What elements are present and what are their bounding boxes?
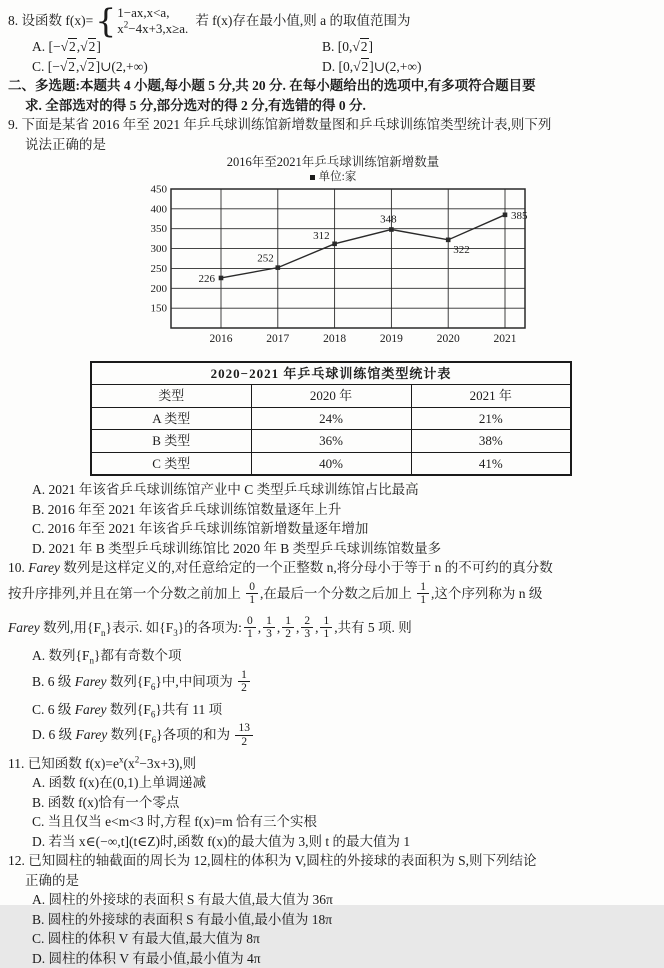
q10-options xyxy=(8,646,658,754)
q8-option-a: A. [−√2,√2] xyxy=(32,39,101,54)
legend-square-icon xyxy=(310,175,315,180)
q12-option-c: C. 圆柱的体积 V 有最大值,最大值为 8π xyxy=(32,931,260,947)
q11-option-b: B. 函数 f(x)恰有一个零点 xyxy=(32,794,180,810)
q10-line-3: Farey 数列,用$\{F_n\}$表示. 如$\{F_3\}$的各项为: $\frac{0}{1}$ , $\frac{1}{3}$ , $\frac{1}{2}$ , $\frac{2}{3}$ , $\frac{1}{1}$ ,共有 5 项. 则 xyxy=(8,614,412,641)
cell-b-2020: 36% xyxy=(251,430,411,453)
table-row xyxy=(91,430,571,453)
cell-c-2021: 41% xyxy=(411,452,571,475)
q8-options xyxy=(8,37,658,76)
section-2-line-1: 二、多选题:本题共 4 小题,每小题 5 分,共 20 分. 在每小题给出的选项中,有多项符合题目要 xyxy=(8,78,536,93)
q8-option-d: D. [0,√2]∪(2,+∞) xyxy=(322,58,422,74)
col-header-type: 类型 xyxy=(91,385,251,408)
q12-option-a: A. 圆柱的外接球的表面积 S 有最大值,最大值为 36π xyxy=(32,892,333,908)
q11-intro: 11. 已知函数 $f(x)=e^x(x^2-3x+3)$,则 xyxy=(8,754,197,771)
brace-symbol: { xyxy=(95,0,117,40)
q10-option-b: B. 6 级 Farey 数列$\{F_6\}$中,中间项为 $\frac{1}{2}$ xyxy=(32,666,658,700)
cell-type-b: B 类型 xyxy=(91,430,251,453)
cell-c-2020: 40% xyxy=(251,452,411,475)
question-12 xyxy=(8,851,658,968)
svg-text:450: 450 xyxy=(150,183,167,196)
stats-table xyxy=(90,361,572,477)
svg-text:400: 400 xyxy=(150,203,167,216)
svg-text:250: 250 xyxy=(150,262,167,275)
q11-option-c: C. 当且仅当 e<m<3 时,方程 f(x)=m 恰有三个实根 xyxy=(32,814,317,830)
svg-text:2016: 2016 xyxy=(209,333,233,345)
q8-option-c: C. [−√2,√2]∪(2,+∞) xyxy=(32,58,148,74)
q9-option-b: B. 2016 年至 2021 年该省乒乓球训练馆数量逐年上升 xyxy=(32,501,342,517)
cell-a-2021: 21% xyxy=(411,407,571,430)
col-header-2020: 2020 年 xyxy=(251,385,411,408)
svg-text:322: 322 xyxy=(453,243,470,256)
q8-case-2: $x^2-4x+3,x\ge a$. xyxy=(117,19,189,36)
q10-line-1: 10. Farey 数列是这样定义的,对任意给定的一个正整数 n,将分母小于等于 n 的不可约的真分数 xyxy=(8,560,553,575)
q11-option-a: A. 函数 f(x)在(0,1)上单调递减 xyxy=(32,775,206,791)
svg-text:2020: 2020 xyxy=(436,333,460,345)
svg-text:2017: 2017 xyxy=(266,333,290,345)
q10-option-a: A. 数列$\{F_n\}$都有奇数个项 xyxy=(32,648,182,666)
table-row xyxy=(91,407,571,430)
chart-title: 2016年至2021年乒乓球训练馆新增数量 xyxy=(226,155,440,169)
q9-stem-line-2: 说法正确的是 xyxy=(25,136,106,152)
q12-option-d: D. 圆柱的体积 V 有最小值,最小值为 4π xyxy=(32,950,261,966)
cell-a-2020: 24% xyxy=(251,407,411,430)
line-chart xyxy=(137,184,529,350)
table-title: 2020−2021 年乒乓球训练馆类型统计表 xyxy=(91,362,571,385)
q10-option-d: D. 6 级 Farey 数列$\{F_6\}$各项的和为 $\frac{13}{2}$ xyxy=(32,719,658,753)
question-10 xyxy=(8,558,658,754)
question-11 xyxy=(8,754,658,852)
q8-piecewise-cases xyxy=(117,5,188,36)
q10-option-c: C. 6 级 Farey 数列$\{F_6\}$共有 11 项 xyxy=(32,701,223,720)
q10-line-2: 按升序排列,并且在第一个分数之前加上 $\frac{0}{1}$ ,在最后一个分数之后加上 $\frac{1}{1}$ ,这个序列称为 n 级 xyxy=(8,580,543,607)
table-title-row xyxy=(91,362,571,385)
question-9 xyxy=(8,115,658,558)
q9-option-a: A. 2021 年该省乒乓球训练馆产业中 C 类型乒乓球训练馆占比最高 xyxy=(32,482,419,497)
q11-options xyxy=(8,773,658,851)
q12-line-2: 正确的是 xyxy=(25,872,79,888)
svg-text:350: 350 xyxy=(150,223,167,236)
q9-option-d: D. 2021 年 B 类型乒乓球训练馆比 2020 年 B 类型乒乓球训练馆数量多 xyxy=(32,540,442,556)
q8-case-1: 1−ax,x<a, xyxy=(117,5,170,20)
q9-options xyxy=(8,480,658,558)
table-header-row xyxy=(91,385,571,408)
q12-line-1: 12. 已知圆柱的轴截面的周长为 12,圆柱的体积为 V,圆柱的外接球的表面积为 S,则下列结论 xyxy=(8,853,537,869)
cell-b-2021: 38% xyxy=(411,430,571,453)
chart-legend xyxy=(133,171,533,184)
q8-option-b: B. [0,√2] xyxy=(322,39,374,54)
q8-stem xyxy=(8,0,658,40)
svg-text:226: 226 xyxy=(198,272,215,285)
q8-stem-post: 若 f(x)存在最小值,则 a 的取值范围为 xyxy=(195,12,411,28)
svg-text:252: 252 xyxy=(257,252,274,265)
svg-text:348: 348 xyxy=(380,213,397,226)
question-8 xyxy=(8,0,658,76)
q9-stem-line-1: 9. 下面是某省 2016 年至 2021 年乒乓球训练馆新增数量图和乒乓球训练馆类型统计表,则下列 xyxy=(8,117,552,132)
cell-type-a: A 类型 xyxy=(91,407,251,430)
svg-text:2019: 2019 xyxy=(379,333,403,345)
chart-legend-label: 单位:家 xyxy=(318,171,357,183)
svg-text:150: 150 xyxy=(150,302,167,315)
q12-option-b: B. 圆柱的外接球的表面积 S 有最小值,最小值为 18π xyxy=(32,911,333,927)
svg-text:312: 312 xyxy=(313,229,330,242)
svg-text:2018: 2018 xyxy=(323,333,347,345)
svg-text:2021: 2021 xyxy=(493,333,517,345)
q8-stem-pre: 8. 设函数 f(x)= xyxy=(8,12,94,28)
q9-option-c: C. 2016 年至 2021 年该省乒乓球训练馆新增数量逐年增加 xyxy=(32,521,369,536)
cell-type-c: C 类型 xyxy=(91,452,251,475)
table-row xyxy=(91,452,571,475)
svg-text:200: 200 xyxy=(150,282,167,295)
q11-option-d: D. 若当 x∈(−∞,t](t∈Z)时,函数 f(x)的最大值为 3,则 t 的最大值为 1 xyxy=(32,833,411,849)
chart xyxy=(133,155,533,356)
svg-text:300: 300 xyxy=(150,243,167,256)
col-header-2021: 2021 年 xyxy=(411,385,571,408)
section-2-header xyxy=(8,76,658,115)
section-2-line-2: 求. 全部选对的得 5 分,部分选对的得 2 分,有选错的得 0 分. xyxy=(25,97,366,113)
q12-options xyxy=(8,890,658,968)
svg-text:385: 385 xyxy=(511,209,528,222)
